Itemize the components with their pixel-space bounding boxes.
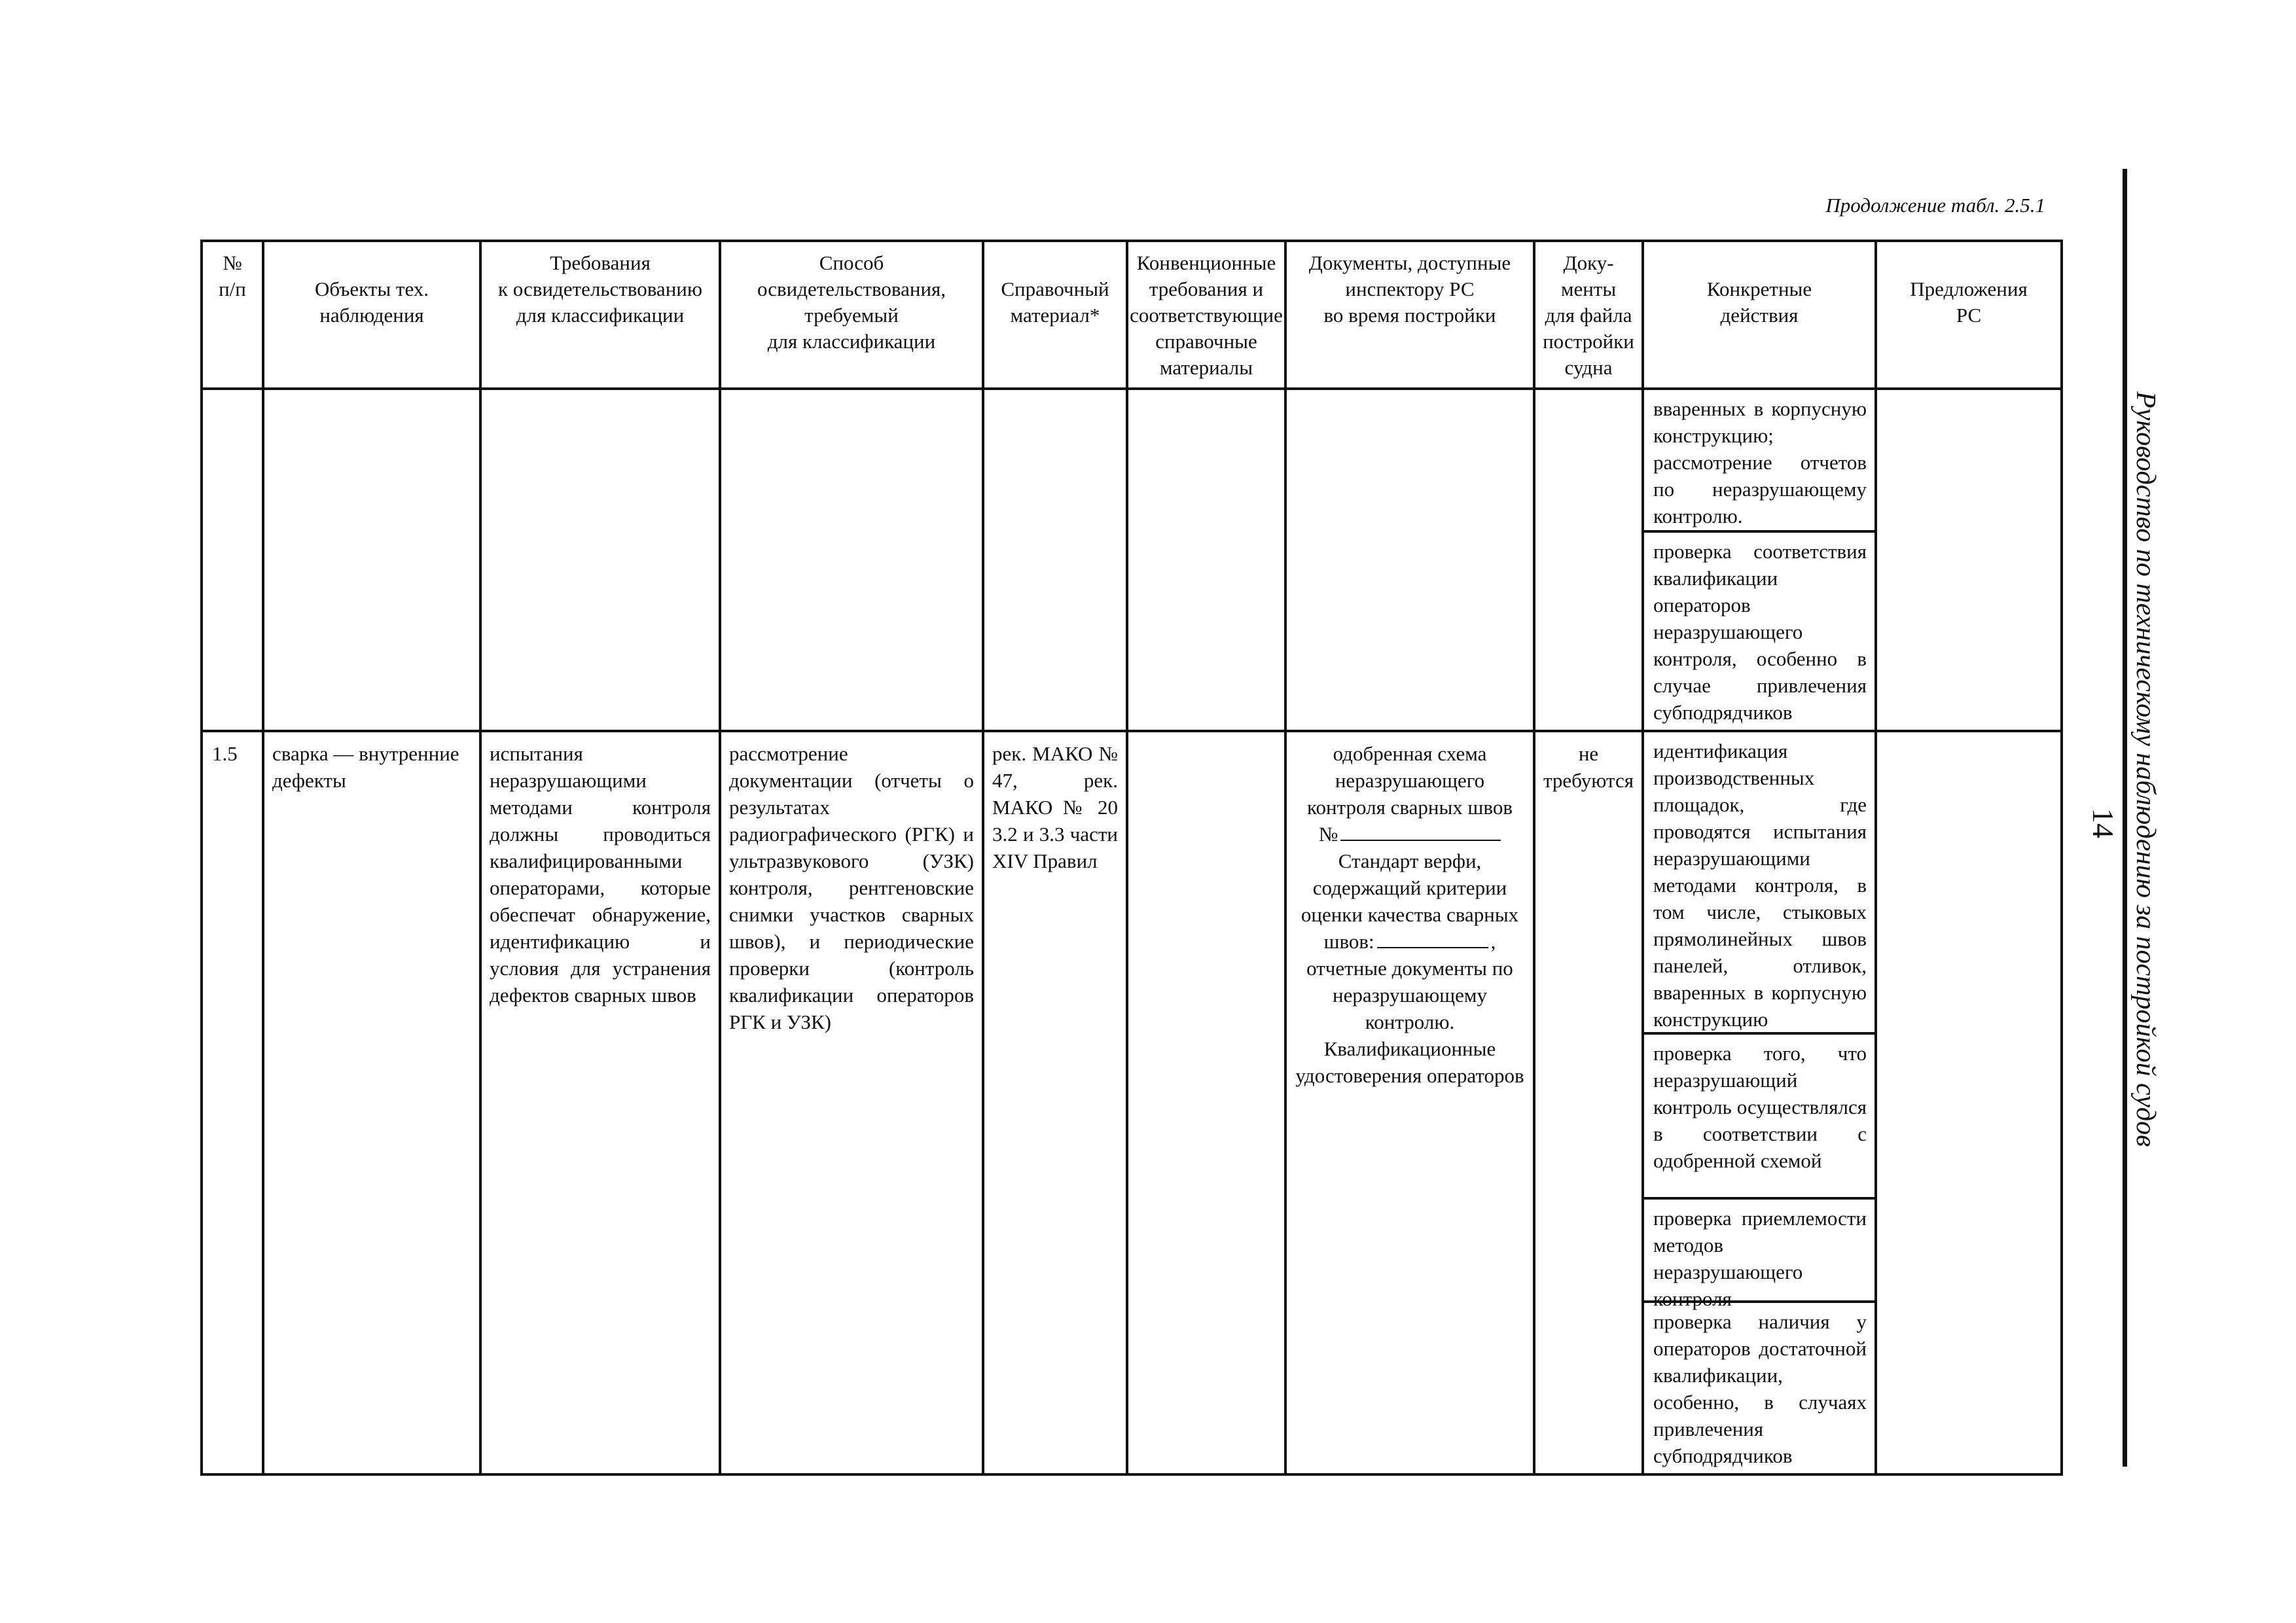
header-num: № п/п [202,241,263,389]
cell-empty [202,389,263,731]
side-title: Руководство по техническому наблюдению за постройкой судов [2130,391,2161,1147]
cell-empty [263,389,480,731]
cell-empty [983,389,1127,731]
header-method: Способ освидетельствования, требуемый для классификации [720,241,983,389]
cell-requirements: испытания неразрушающими методами контроля должны проводиться квалифицированными операторами, которые обеспечат обнаружение, идентификацию и условия для устранения дефектов сварных швов [480,731,720,1474]
docs-inspector-text-1: одобренная схема неразрушающего контроля сварных швов [1307,742,1513,819]
header-actions: Конкретные действия [1643,241,1876,389]
cell-empty [1534,389,1643,731]
docs-inspector-text-3: , отчетные документы по неразрушающему контролю. Квалификационные удостоверения операторов [1295,930,1524,1087]
action-item: идентификация производственных площадок, где проводятся испытания неразрушающими методами контроля, в том числе, стыковых прямолинейных швов панелей, отливок, вваренных в корпусную конструкцию [1644,732,1874,1035]
cell-conventional [1127,731,1285,1474]
header-row [202,241,2062,389]
header-requirements: Требования к освидетельствованию для классификации [480,241,720,389]
cell-docs-file: не требуются [1534,731,1643,1474]
cell-empty [1127,389,1285,731]
table-row-previous [202,389,2062,731]
header-docs-file: Доку- менты для файла постройки судна [1534,241,1643,389]
header-conventional: Конвенционные требования и соответствующие справочные материалы [1127,241,1285,389]
continuation-note: Продолжение табл. 2.5.1 [1825,194,2045,217]
header-reference: Справочный материал* [983,241,1127,389]
cell-proposals [1876,731,2062,1474]
header-proposals: Предложения РС [1876,241,2062,389]
cell-actions [1643,731,1876,1474]
action-item: вваренных в корпусную конструкцию; рассмотрение отчетов по неразрушающему контролю. [1644,390,1874,533]
cell-empty [480,389,720,731]
side-rule [2123,169,2127,1467]
survey-table [200,240,2063,1476]
page-number: 14 [2087,808,2120,838]
action-item: проверка того, что неразрушающий контроль осуществлялся в соответствии с одобренной схемой [1644,1035,1874,1200]
fill-in-line [1377,947,1488,948]
cell-empty [1876,389,2062,731]
cell-object: сварка — внутренние дефекты [263,731,480,1474]
header-objects: Объекты тех. наблюдения [263,241,480,389]
fill-in-line [1340,840,1501,841]
side-title-container [2128,391,2168,1242]
cell-num: 1.5 [202,731,263,1474]
cell-reference: рек. МАКО № 47, рек. МАКО № 20 3.2 и 3.3 части XIV Правил [983,731,1127,1474]
header-docs-inspector: Документы, доступные инспектору РС во время постройки [1285,241,1534,389]
cell-method: рассмотрение документации (отчеты о результатах радиографического (РГК) и ультразвукового (УЗК) контроля, рентгеновские снимки участков сварных швов), и периодические проверки (контроль квалификации операторов РГК и УЗК) [720,731,983,1474]
docs-inspector-number: № [1318,823,1338,846]
cell-actions [1643,389,1876,731]
action-item: проверка приемлемости методов неразрушающего контроля [1644,1200,1874,1303]
table-row-1-5 [202,731,2062,1474]
cell-docs-inspector [1285,731,1534,1474]
docs-inspector-text-2: Стандарт верфи, содержащий критерии оценки качества сварных швов: [1300,849,1519,953]
action-item: проверка наличия у операторов достаточной квалификации, особенно, в случаях привлечения субподрядчиков [1653,1310,1867,1467]
cell-empty [720,389,983,731]
action-item: проверка соответствия квалификации операторов неразрушающего контроля, особенно в случае привлечения субподрядчиков [1653,540,1867,724]
cell-empty [1285,389,1534,731]
